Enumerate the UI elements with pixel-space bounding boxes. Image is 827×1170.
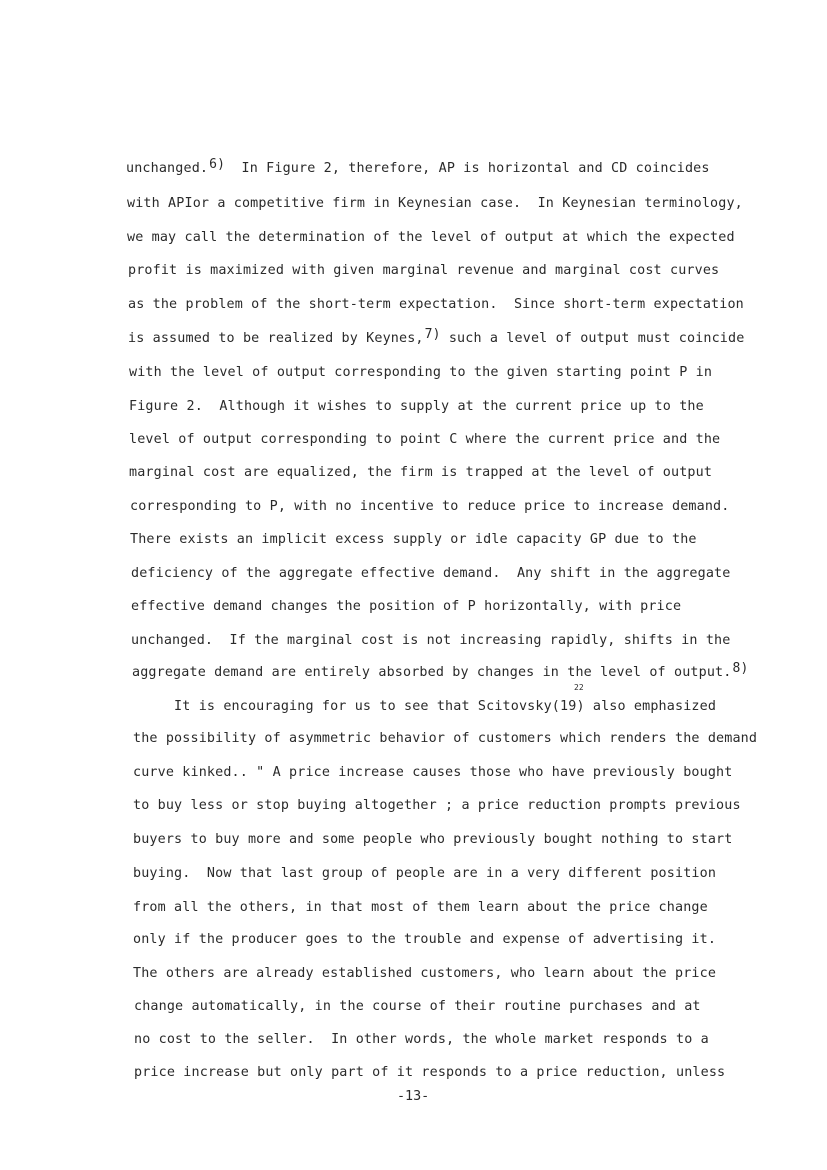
text-line: the possibility of asymmetric behavior of customers which renders the demand bbox=[133, 731, 758, 746]
text-line: with the level of output corresponding to the given starting point P in bbox=[129, 365, 713, 380]
text-line: as the problem of the short-term expectation. Since short-term expectation bbox=[128, 297, 744, 312]
text-line: deficiency of the aggregate effective demand. Any shift in the aggregate bbox=[131, 566, 731, 581]
text-line: corresponding to P, with no incentive to reduce price to increase demand. bbox=[130, 499, 730, 514]
text-line: unchanged.$^{6)}$ In Figure 2, therefore, AP is horizontal and CD coincides bbox=[126, 157, 710, 176]
marginal-note: 22 bbox=[574, 683, 584, 692]
text-line: The others are already established customers, who learn about the price bbox=[133, 966, 717, 981]
text-line: marginal cost are equalized, the firm is trapped at the level of output bbox=[129, 465, 713, 480]
footnote-ref: 8) bbox=[732, 661, 749, 676]
text-line: level of output corresponding to point C where the current price and the bbox=[129, 432, 721, 447]
text-line: profit is maximized with given marginal revenue and marginal cost curves bbox=[128, 263, 720, 278]
footnote-ref: 7) bbox=[424, 327, 441, 342]
text-line: buying. Now that last group of people are in a very different position bbox=[133, 866, 717, 881]
text-line: change automatically, in the course of their routine purchases and at bbox=[134, 999, 701, 1014]
text-line: price increase but only part of it responds to a price reduction, unless bbox=[134, 1065, 726, 1080]
text-line: There exists an implicit excess supply or idle capacity GP due to the bbox=[130, 532, 697, 547]
text-line: It is encouraging for us to see that Scitovsky(19) also emphasized bbox=[133, 699, 717, 714]
footnote-ref: 6) bbox=[209, 157, 226, 172]
text-line: aggregate demand are entirely absorbed by changes in the level of output.$^{8)}$ bbox=[132, 661, 749, 680]
text-line: curve kinked.. " A price increase causes those who have previously bought bbox=[133, 765, 733, 780]
text-line: from all the others, in that most of them learn about the price change bbox=[133, 900, 708, 915]
text-line: effective demand changes the position of P horizontally, with price bbox=[131, 599, 682, 614]
text-line: is assumed to be realized by Keynes,$^{7)}$ such a level of output must coincide bbox=[128, 327, 745, 346]
text-line: we may call the determination of the level of output at which the expected bbox=[127, 230, 735, 245]
text-line: to buy less or stop buying altogether ; a price reduction prompts previous bbox=[133, 798, 741, 813]
text-line: only if the producer goes to the trouble and expense of advertising it. bbox=[133, 932, 717, 947]
text-line: with APIor a competitive firm in Keynesian case. In Keynesian terminology, bbox=[127, 196, 743, 211]
text-line: buyers to buy more and some people who previously bought nothing to start bbox=[133, 832, 733, 847]
text-line: unchanged. If the marginal cost is not increasing rapidly, shifts in the bbox=[131, 633, 731, 648]
page-number: -13- bbox=[397, 1089, 430, 1104]
text-line: Figure 2. Although it wishes to supply at the current price up to the bbox=[129, 399, 704, 414]
text-line: no cost to the seller. In other words, the whole market responds to a bbox=[134, 1032, 709, 1047]
